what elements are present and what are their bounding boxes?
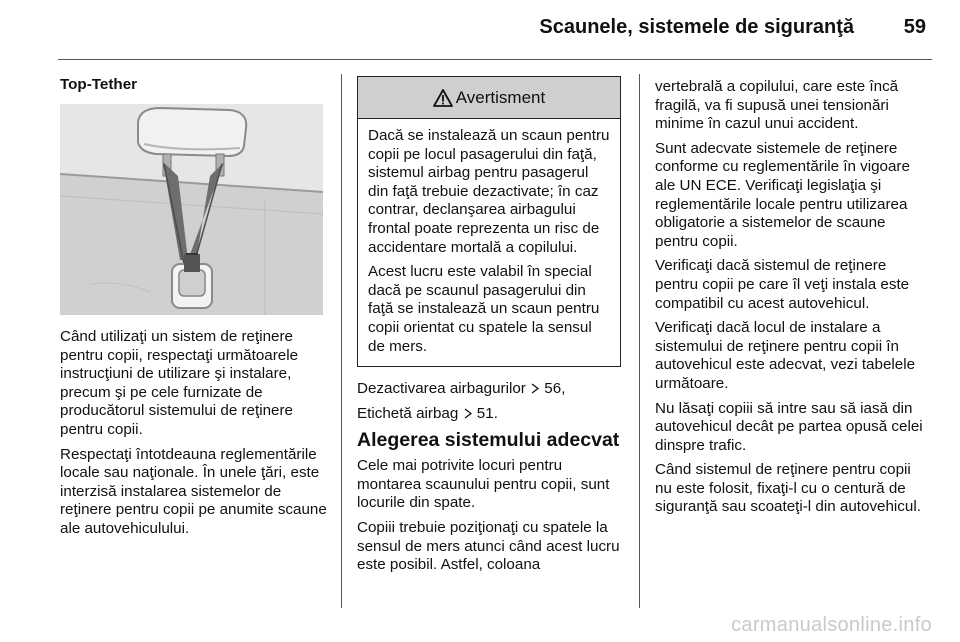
page-reference-arrow-icon bbox=[530, 380, 544, 397]
paragraph: vertebrală a copilului, care este încă fragilă, va fi supusă unei tensionări minime în cazul unui accident. bbox=[655, 78, 899, 133]
page-header-title: Scaunele, sistemele de siguranţă bbox=[539, 16, 854, 38]
subheading-top-tether: Top-Tether bbox=[60, 76, 138, 93]
warning-paragraph: Acest lucru este valabil în special dacă pe scaunul pasagerului din faţă se instalează un scaun pentru copii orientat cu spatele la sensul de mers. bbox=[368, 263, 600, 355]
paragraph: Nu lăsaţi copiii să intre sau să iasă din autovehicul decât pe partea opusă celei dinspre trafic. bbox=[655, 399, 923, 454]
column-1-body bbox=[60, 328, 330, 545]
column-divider-right bbox=[639, 74, 640, 608]
top-tether-illustration bbox=[60, 104, 323, 315]
column-3 bbox=[655, 78, 930, 523]
column-divider-left bbox=[341, 74, 342, 608]
paragraph: Când sistemul de reţinere pentru copii nu este folosit, fixaţi-l cu o centură de siguranţă sau scoateţi-l din autovehicul. bbox=[655, 461, 921, 516]
warning-header bbox=[358, 77, 620, 119]
column-2-body bbox=[357, 380, 629, 581]
header-divider bbox=[58, 59, 932, 60]
warning-title: Avertisment bbox=[455, 87, 546, 107]
page-number: 59 bbox=[903, 16, 926, 38]
paragraph: Verificaţi dacă sistemul de reţinere pentru copii pe care îl veţi instala este compatibil cu acest autovehicul. bbox=[655, 257, 910, 312]
paragraph: Cele mai potrivite locuri pentru montarea scaunului pentru copii, sunt locurile din spate. bbox=[357, 457, 610, 512]
warning-body bbox=[358, 119, 620, 356]
section-title: Alegerea sistemului adecvat bbox=[357, 429, 620, 452]
column-1 bbox=[60, 76, 330, 101]
watermark: carmanualsonline.info bbox=[731, 614, 932, 636]
warning-box bbox=[357, 76, 621, 367]
paragraph: Respectaţi întotdeauna reglementările locale sau naţionale. În unele ţări, este interzisă instalarea sistemelor de reţinere pentru copii pe anumite scaune ale autovehiculului. bbox=[60, 445, 327, 537]
paragraph: Copiii trebuie poziţionaţi cu spatele la sensul de mers atunci când acest lucru este posibil. Astfel, coloana bbox=[357, 518, 620, 574]
warning-triangle-icon bbox=[433, 89, 453, 107]
page-reference-arrow-icon bbox=[463, 405, 477, 422]
cross-reference-airbag-label[interactable]: Etichetă airbag 51. bbox=[357, 404, 498, 422]
paragraph: Când utilizaţi un sistem de reţinere pentru copii, respectaţi următoarele instrucţiuni de utilizare şi instalare, precum şi pe cele furnizate de producătorul sistemului de reţinere pentru copii. bbox=[60, 328, 299, 438]
paragraph: Sunt adecvate sistemele de reţinere conforme cu reglementările în vigoare ale UN ECE. Verificaţi legislaţia şi reglementările locale pentru utilizarea obligatorie a sistemelor de scaune pentru copii. bbox=[655, 139, 910, 250]
paragraph: Verificaţi dacă locul de instalare a sistemului de reţinere pentru copii în autovehicul este adecvat, vezi tabelele următoare. bbox=[655, 319, 916, 392]
cross-reference-airbag-deactivation[interactable]: Dezactivarea airbagurilor 56, bbox=[357, 380, 566, 397]
warning-paragraph: Dacă se instalează un scaun pentru copii pe locul pasagerului din faţă, sistemul airbag pentru pasagerul din faţă trebuie dezactivate; în caz contrar, declanşarea airbagului frontal poate reprezenta un risc de accidentare mortală a copilului. bbox=[368, 127, 610, 256]
